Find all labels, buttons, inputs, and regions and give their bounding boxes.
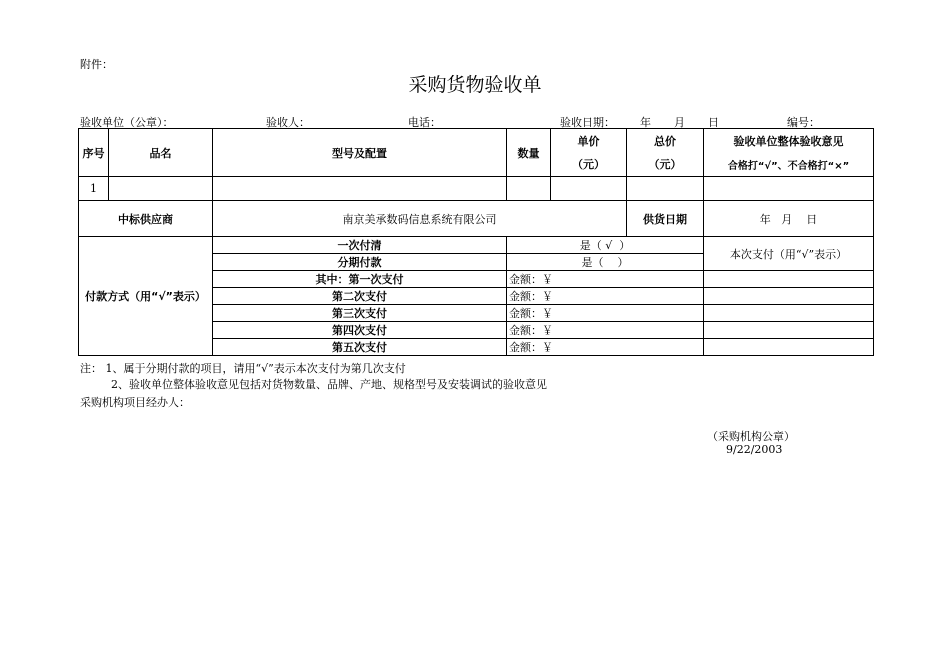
phone-label: 电话： xyxy=(408,116,441,129)
attachment-label: 附件： xyxy=(80,58,113,71)
note-1: 注： 1、属于分期付款的项目，请用“√”表示本次支付为第几次支付 xyxy=(80,362,406,375)
opinion-hint: 合格打“√”、不合格打“×” xyxy=(727,160,850,172)
note-2: 2、验收单位整体验收意见包括对货物数量、品牌、产地、规格型号及安装调试的验收意见 xyxy=(111,378,547,391)
supplier-label: 中标供应商 xyxy=(79,201,213,237)
payment-row-full xyxy=(79,237,874,254)
unit-price-label: 单价 xyxy=(577,135,600,148)
unit-price-unit: （元） xyxy=(572,158,605,171)
header-qty: 数量 xyxy=(507,129,551,177)
full-pay-label xyxy=(213,237,507,254)
day-label: 日 xyxy=(708,116,719,129)
row-qty-cell[interactable] xyxy=(507,177,551,201)
footer-date: 9/22/2003 xyxy=(726,443,783,456)
installment-2-label: 第二次支付 xyxy=(213,288,507,305)
receiver-label: 验收人： xyxy=(266,116,310,129)
delivery-value: 年 月 日 xyxy=(704,201,874,237)
date-label: 验收日期： xyxy=(560,116,615,129)
this-payment-label: 本次支付（用“√”表示） xyxy=(704,237,874,271)
full-pay-value[interactable]: 是（ √ ） xyxy=(507,237,704,254)
installment-1-check[interactable] xyxy=(704,271,874,288)
total-price-label: 总价 xyxy=(654,135,676,148)
delivery-label: 供货日期 xyxy=(627,201,704,237)
total-price-unit: （元） xyxy=(648,158,682,171)
installment-5-check[interactable] xyxy=(704,339,874,356)
header-name: 品名 xyxy=(109,129,213,177)
number-label: 编号： xyxy=(787,116,820,129)
installment-4-check[interactable] xyxy=(704,322,874,339)
installment-4-label: 第四次支付 xyxy=(213,322,507,339)
installment-1-label: 其中：第一次支付 xyxy=(213,271,507,288)
header-seq: 序号 xyxy=(79,129,109,177)
row-unit-price-cell[interactable] xyxy=(551,177,627,201)
supplier-row xyxy=(79,201,874,237)
installment-3-label: 第三次支付 xyxy=(213,305,507,322)
header-model: 型号及配置 xyxy=(213,129,507,177)
handler-label: 采购机构项目经办人： xyxy=(80,396,190,409)
payment-label-text: 付款方式（用“√”表示） xyxy=(85,289,206,303)
acceptance-table xyxy=(78,128,874,356)
opinion-label: 验收单位整体验收意见 xyxy=(733,135,844,149)
installment-5-label: 第五次支付 xyxy=(213,339,507,356)
page-title: 采购货物验收单 xyxy=(408,74,542,96)
row-total-price-cell[interactable] xyxy=(627,177,704,201)
header-unit-price xyxy=(551,129,627,177)
row-opinion-cell[interactable] xyxy=(704,177,874,201)
year-label: 年 xyxy=(640,116,651,129)
installment-2-amount[interactable]: 金额：￥ xyxy=(507,288,704,305)
installment-2-check[interactable] xyxy=(704,288,874,305)
installment-5-amount[interactable]: 金额：￥ xyxy=(507,339,704,356)
table-row xyxy=(79,177,874,201)
full-pay-text: 一次付清 xyxy=(337,239,382,252)
row-seq: 1 xyxy=(79,177,109,201)
installment-1-amount[interactable]: 金额：￥ xyxy=(507,271,704,288)
installment-3-amount[interactable]: 金额：￥ xyxy=(507,305,704,322)
supplier-value: 南京美承数码信息系统有限公司 xyxy=(213,201,627,237)
installment-value[interactable]: 是（ ） xyxy=(507,254,704,271)
unit-label: 验收单位（公章）： xyxy=(80,116,174,129)
installment-3-check[interactable] xyxy=(704,305,874,322)
seal-label: （采购机构公章） xyxy=(707,430,795,443)
header-row xyxy=(79,129,874,177)
installment-4-amount[interactable]: 金额：￥ xyxy=(507,322,704,339)
month-label: 月 xyxy=(674,116,685,129)
payment-label xyxy=(79,237,213,356)
installment-label: 分期付款 xyxy=(213,254,507,271)
row-model-cell[interactable] xyxy=(213,177,507,201)
row-name-cell[interactable] xyxy=(109,177,213,201)
header-total-price xyxy=(627,129,704,177)
header-opinion xyxy=(704,129,874,177)
